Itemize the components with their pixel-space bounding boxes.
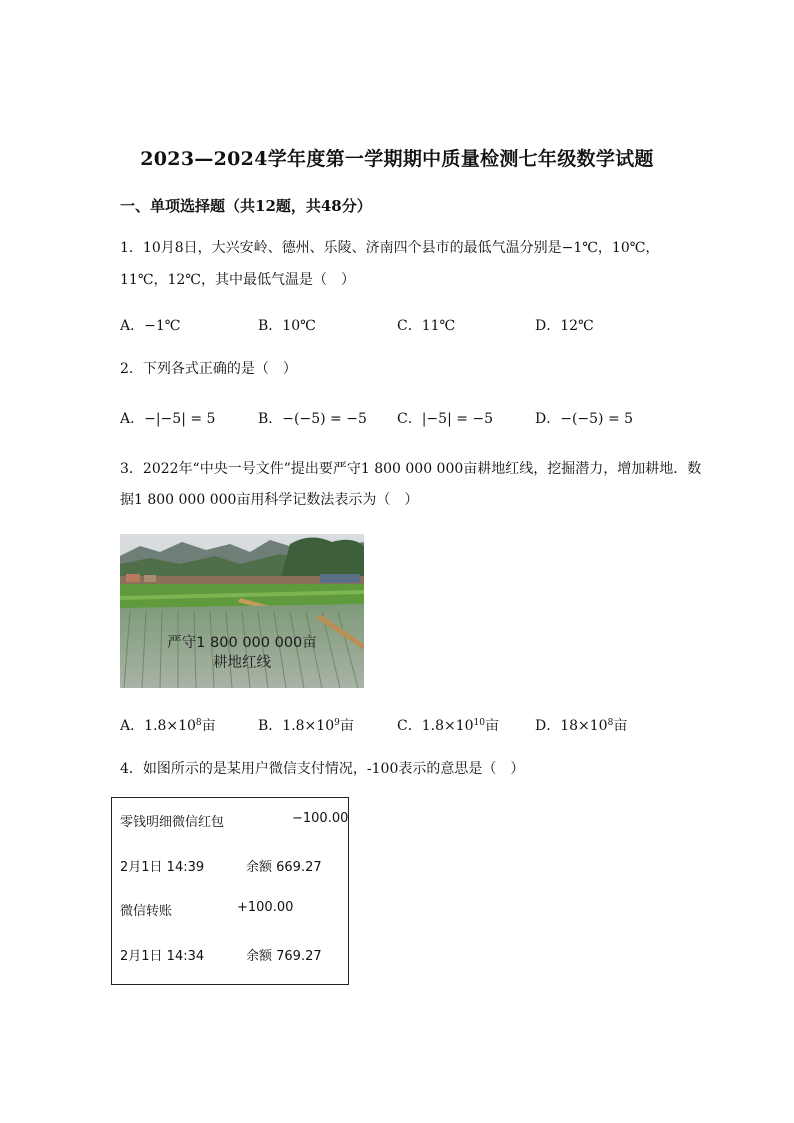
question-3-text-line1: 3．2022年“中央一号文件”提出要严守1 800 000 000亩耕地红线，挖掘潜力，增加耕地．数 — [120, 461, 702, 477]
farmland-photo — [120, 534, 364, 688]
row3-label: 微信转账 — [120, 904, 173, 919]
question-2-text: 2．下列各式正确的是（ ） — [120, 361, 297, 377]
q2-option-a: A．−|−5| = 5 — [120, 411, 216, 427]
q3-option-a: A．$1.8\times 10^8$亩 — [120, 718, 216, 734]
q3-option-c: C．$1.8\times 10^{10}$亩 — [397, 718, 499, 734]
q2-option-c: C．|−5| = −5 — [397, 411, 494, 427]
row3-amount: +100.00 — [237, 900, 294, 915]
row1-amount: −100.00 — [292, 811, 349, 826]
q2-option-b: B．−(−5) = −5 — [258, 411, 367, 427]
q1-option-a: A．−1℃ — [120, 318, 181, 334]
q1-option-b: B．10℃ — [258, 318, 316, 334]
q1-option-c: C．11℃ — [397, 318, 456, 334]
row1-label: 零钱明细微信红包 — [120, 815, 225, 830]
photo-caption-line1: 严守1 800 000 000亩 — [167, 635, 317, 651]
question-1-text-line2: 11℃，12℃，其中最低气温是（ ） — [120, 272, 355, 288]
question-4-text: 4．如图所示的是某用户微信支付情况，-100表示的意思是（ ） — [120, 761, 525, 777]
section-heading: 一、单项选择题（共12题，共48分） — [120, 197, 372, 215]
row2-date: 2月1日 14:39 — [120, 860, 205, 875]
q1-option-d: D．12℃ — [535, 318, 594, 334]
question-1-text-line1: 1．10月8日，大兴安岭、德州、乐陵、济南四个县市的最低气温分别是−1℃，10℃， — [120, 240, 660, 256]
row4-date: 2月1日 14:34 — [120, 949, 205, 964]
q3-option-b: B．$1.8\times 10^9$亩 — [258, 718, 354, 734]
q2-option-d: D．−(−5) = 5 — [535, 411, 634, 427]
q3-option-d: D．$18\times 10^8$亩 — [535, 718, 628, 734]
photo-caption-line2: 耕地红线 — [213, 655, 271, 671]
question-3-text-line2: 据1 800 000 000亩用科学记数法表示为（ ） — [120, 492, 419, 508]
row4-balance: 余额 769.27 — [246, 949, 322, 964]
page-title: 2023—2024学年度第一学期期中质量检测七年级数学试题 — [140, 148, 654, 170]
row2-balance: 余额 669.27 — [246, 860, 322, 875]
